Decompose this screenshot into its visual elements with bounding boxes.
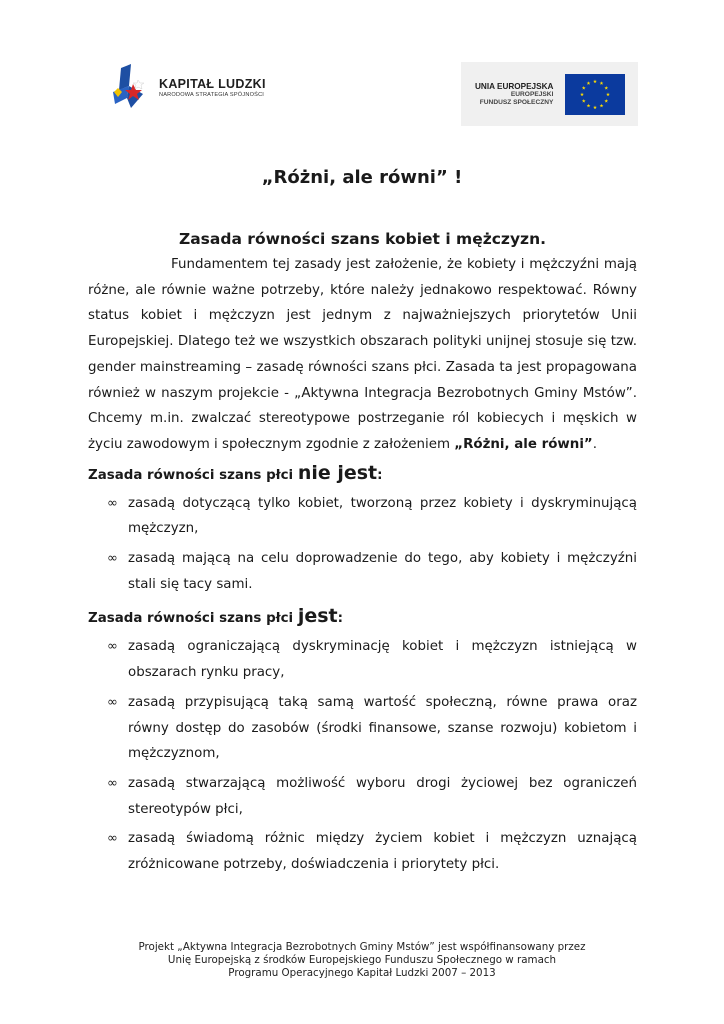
section-is-emphasis: jest xyxy=(297,605,338,628)
infinity-bullet-icon: ∞ xyxy=(107,694,118,710)
intro-paragraph xyxy=(88,252,637,458)
section-is-heading xyxy=(88,601,637,634)
infinity-bullet-icon: ∞ xyxy=(107,775,118,791)
list-item-text: zasadą przypisującą taką samą wartość społeczną, równe prawa oraz równy dostęp do zasobów (środki finansowe, szanse rozwoju) kobietom i mężczyznom, xyxy=(128,694,637,762)
section-is-suffix: : xyxy=(337,611,343,627)
intro-end: . xyxy=(592,436,597,452)
section-is-list xyxy=(88,634,637,877)
intro-text: Fundamentem tej zasady jest założenie, że kobiety i mężczyźni mają różne, ale równie ważne potrzeby, które należy jednakowo respektować. Równy status kobiet i mężczyzn jest jednym z najważniejszych priorytetów Unii Europejskiej. Dlatego też we wszystkich obszarach polityki unijnej stosuje się tzw. gender mainstreaming – zasadę równości szans płci. Zasada ta jest propagowana również w naszym projekcie - „Aktywna Integracja Bezrobotnych Gminy Mstów”. Chcemy m.in. zwalczać stereotypowe postrzeganie ról kobiecych i męskich w życiu zawodowym i społecznym zgodnie z założeniem xyxy=(88,257,637,452)
kapital-ludzki-emblem-icon xyxy=(113,64,155,110)
list-item xyxy=(107,826,637,877)
section-is-prefix: Zasada równości szans płci xyxy=(88,611,298,627)
ue-efs-logo xyxy=(461,62,638,126)
list-item-text: zasadą mającą na celu doprowadzenie do tego, aby kobiety i mężczyźni stali się tacy sami. xyxy=(128,551,637,592)
infinity-bullet-icon: ∞ xyxy=(107,831,118,847)
section-not-prefix: Zasada równości szans płci xyxy=(88,467,298,483)
document-title: „Różni, ale równi” ! xyxy=(261,167,463,188)
list-item-text: zasadą ograniczającą dyskryminację kobiet i mężczyzn istniejącą w obszarach rynku pracy, xyxy=(128,639,637,681)
eu-flag-icon xyxy=(565,74,625,115)
section-not-emphasis: nie jest xyxy=(297,461,378,484)
footer-line1: Projekt „Aktywna Integracja Bezrobotnych Gminy Mstów” jest współfinansowany przez xyxy=(138,941,586,953)
list-item-text: zasadą świadomą różnic między życiem kobiet i mężczyzn uznającą zróżnicowane potrzeby, doświadczenia i priorytety płci. xyxy=(128,831,637,873)
list-item-text: zasadą dotyczącą tylko kobiet, tworzoną przez kobiety i dyskryminującą mężczyzn, xyxy=(128,495,637,537)
list-item xyxy=(107,546,637,597)
infinity-bullet-icon: ∞ xyxy=(107,639,118,655)
section-not-list xyxy=(88,491,637,598)
list-item xyxy=(107,771,637,822)
section-not-heading xyxy=(88,458,637,491)
infinity-bullet-icon: ∞ xyxy=(107,551,118,567)
ue-line3: FUNDUSZ SPOŁECZNY xyxy=(479,98,554,106)
ue-line2: EUROPEJSKI xyxy=(510,91,554,99)
list-item-text: zasadą stwarzającą możliwość wyboru drogi życiowej bez ograniczeń stereotypów płci, xyxy=(128,775,637,817)
list-item xyxy=(107,491,637,542)
page-footer xyxy=(0,941,724,980)
kapital-ludzki-subtitle: NARODOWA STRATEGIA SPÓJNOŚCI xyxy=(159,91,265,98)
intro-emphasis: „Różni, ale równi” xyxy=(454,436,593,452)
document-subtitle: Zasada równości szans kobiet i mężczyzn. xyxy=(178,230,547,248)
footer-line3: Programu Operacyjnego Kapitał Ludzki 2007 – 2013 xyxy=(228,967,496,979)
section-not-suffix: : xyxy=(377,467,383,483)
document-body xyxy=(88,226,637,882)
list-item xyxy=(107,690,637,767)
kapital-ludzki-title: KAPITAŁ LUDZKI xyxy=(159,76,266,91)
ue-line1: UNIA EUROPEJSKA xyxy=(475,81,554,91)
footer-line2: Unię Europejską z środków Europejskiego Funduszu Społecznego w ramach xyxy=(167,954,557,966)
kapital-ludzki-logo xyxy=(113,64,266,110)
list-item xyxy=(107,634,637,685)
infinity-bullet-icon: ∞ xyxy=(107,495,118,511)
